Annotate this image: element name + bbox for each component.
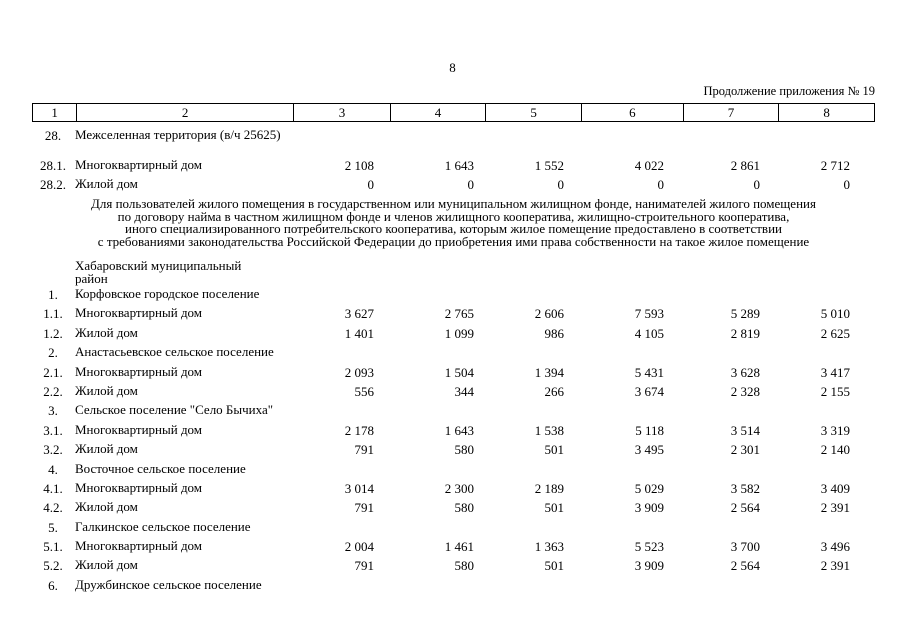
row-name: Многоквартирный дом xyxy=(75,479,203,495)
row-number: 4. xyxy=(48,461,58,477)
value-cell: 2 140 xyxy=(820,442,850,458)
note-line: с требованиями законодательства Российской Федерации до приобретения ими права собственности на такое жилое помещение xyxy=(97,233,810,249)
row-name: Многоквартирный дом xyxy=(75,538,203,554)
value-cell: 1 461 xyxy=(444,539,474,555)
row-number: 3.2. xyxy=(43,442,63,458)
continuation-label: Продолжение приложения № 19 xyxy=(703,84,875,98)
table-row xyxy=(32,177,875,196)
value-cell: 0 xyxy=(367,177,374,192)
table-row xyxy=(32,558,875,577)
row-name: Многоквартирный дом xyxy=(75,305,203,321)
row-name: Жилой дом xyxy=(75,324,138,340)
row-number: 3.1. xyxy=(43,422,63,438)
value-cell: 0 xyxy=(467,177,474,192)
value-cell: 3 909 xyxy=(634,558,664,574)
row-name: Корфовское городское поселение xyxy=(75,286,260,301)
value-cell: 3 014 xyxy=(344,480,374,496)
value-cell: 4 105 xyxy=(634,325,664,341)
table-row xyxy=(32,306,875,325)
row-number: 5.2. xyxy=(43,558,63,574)
value-cell: 5 289 xyxy=(730,306,760,322)
value-cell: 2 093 xyxy=(344,364,374,380)
value-cell: 3 628 xyxy=(730,364,760,380)
table-row xyxy=(32,539,875,558)
row-name: Многоквартирный дом xyxy=(75,157,203,172)
row-name: Жилой дом xyxy=(75,176,138,191)
value-cell: 3 514 xyxy=(730,422,760,438)
row-number: 1. xyxy=(48,287,58,302)
value-cell: 2 004 xyxy=(344,539,374,555)
row-name: Межселенная территория (в/ч 25625) xyxy=(75,127,281,142)
value-cell: 2 861 xyxy=(730,158,760,173)
table-row xyxy=(32,365,875,384)
settlement-heading-row xyxy=(32,287,875,306)
value-cell: 0 xyxy=(657,177,664,192)
note-line: Для пользователей жилого помещения в государственном или муниципальном жилищном фонде, нанимателей жилого помещения xyxy=(91,196,816,211)
header-cell: 2 xyxy=(77,104,294,122)
row-number: 28. xyxy=(44,128,62,143)
value-cell: 2 606 xyxy=(534,306,564,322)
settlement-heading-row xyxy=(32,578,875,597)
column-header-row xyxy=(33,104,875,122)
header-cell: 3 xyxy=(294,104,391,122)
row-number: 6. xyxy=(48,577,58,593)
value-cell: 1 643 xyxy=(444,158,474,173)
header-cell: 7 xyxy=(683,104,779,122)
value-cell: 791 xyxy=(354,500,374,516)
value-cell: 791 xyxy=(354,442,374,458)
settlement-heading-row xyxy=(32,403,875,422)
table-row xyxy=(32,481,875,500)
value-cell: 3 700 xyxy=(730,539,760,555)
value-cell: 1 504 xyxy=(444,364,474,380)
value-cell: 2 712 xyxy=(820,158,850,173)
row-name: Жилой дом xyxy=(75,557,138,573)
row-name: Жилой дом xyxy=(75,499,138,515)
table-row xyxy=(32,442,875,461)
row-number: 5. xyxy=(48,519,58,535)
header-cell: 1 xyxy=(33,104,77,122)
table-row xyxy=(32,500,875,519)
value-cell: 791 xyxy=(354,558,374,574)
row-number: 4.1. xyxy=(43,480,63,496)
value-cell: 580 xyxy=(454,442,474,458)
row-name: Галкинское сельское поселение xyxy=(75,518,251,534)
row-name: Многоквартирный дом xyxy=(75,363,203,379)
value-cell: 556 xyxy=(354,383,374,399)
settlement-heading-row xyxy=(32,462,875,481)
value-cell: 580 xyxy=(454,558,474,574)
row-number: 5.1. xyxy=(43,539,63,555)
value-cell: 344 xyxy=(454,383,474,399)
row-number: 2.2. xyxy=(43,383,63,399)
settlement-heading-row xyxy=(32,345,875,364)
value-cell: 2 328 xyxy=(730,383,760,399)
table-row xyxy=(32,326,875,345)
value-cell: 7 593 xyxy=(634,306,664,322)
value-cell: 0 xyxy=(843,177,850,192)
row-number: 4.2. xyxy=(43,500,63,516)
table-row xyxy=(32,423,875,442)
table-body xyxy=(32,124,875,597)
value-cell: 5 029 xyxy=(634,480,664,496)
value-cell: 2 178 xyxy=(344,422,374,438)
settlement-heading-row xyxy=(32,520,875,539)
row-number: 28.2. xyxy=(40,177,66,192)
value-cell: 2 625 xyxy=(820,325,850,341)
value-cell: 1 552 xyxy=(534,158,564,173)
value-cell: 2 108 xyxy=(344,158,374,173)
note-line: по договору найма в частном жилищном фонде и членов жилищного кооператива, жилищно-строительного кооператива, xyxy=(117,208,790,224)
value-cell: 3 674 xyxy=(634,383,664,399)
value-cell: 501 xyxy=(544,558,564,574)
value-cell: 1 099 xyxy=(444,325,474,341)
value-cell: 2 564 xyxy=(730,500,760,516)
value-cell: 2 765 xyxy=(444,306,474,322)
value-cell: 2 391 xyxy=(820,558,850,574)
header-cell: 4 xyxy=(390,104,486,122)
value-cell: 3 417 xyxy=(820,364,850,380)
note-line: иного специализированного потребительского кооператива, которым жилое помещение предоставлено в соответствии xyxy=(124,221,782,237)
row-name: Сельское поселение "Село Бычиха" xyxy=(75,402,274,418)
table-row xyxy=(32,158,875,177)
value-cell: 2 300 xyxy=(444,480,474,496)
value-cell: 2 819 xyxy=(730,325,760,341)
district-row xyxy=(32,256,875,287)
value-cell: 3 582 xyxy=(730,480,760,496)
value-cell: 1 394 xyxy=(534,364,564,380)
value-cell: 5 431 xyxy=(634,364,664,380)
value-cell: 5 118 xyxy=(635,422,664,438)
value-cell: 3 319 xyxy=(820,422,850,438)
header-cell: 8 xyxy=(779,104,875,122)
column-header-table xyxy=(32,103,875,122)
value-cell: 0 xyxy=(557,177,564,192)
header-cell: 6 xyxy=(581,104,683,122)
value-cell: 2 155 xyxy=(820,383,850,399)
value-cell: 2 391 xyxy=(820,500,850,516)
value-cell: 580 xyxy=(454,500,474,516)
value-cell: 5 010 xyxy=(820,306,850,322)
category-note xyxy=(32,196,875,256)
row-number: 1.2. xyxy=(43,325,63,341)
page-number: 8 xyxy=(449,60,456,75)
settlements-block xyxy=(32,287,875,597)
district-name: Хабаровский муниципальный район xyxy=(75,258,242,286)
value-cell: 3 495 xyxy=(634,442,664,458)
row-number: 28.1. xyxy=(40,158,66,173)
value-cell: 1 363 xyxy=(534,539,564,555)
row-name: Анастасьевское сельское поселение xyxy=(75,344,274,360)
value-cell: 986 xyxy=(544,325,564,341)
value-cell: 5 523 xyxy=(634,539,664,555)
value-cell: 3 496 xyxy=(820,539,850,555)
value-cell: 3 627 xyxy=(344,306,374,322)
row-name: Дружбинское сельское поселение xyxy=(75,576,262,592)
value-cell: 4 022 xyxy=(634,158,664,173)
value-cell: 1 538 xyxy=(534,422,564,438)
value-cell: 3 409 xyxy=(820,480,850,496)
row-name: Жилой дом xyxy=(75,382,138,398)
row-number: 1.1. xyxy=(43,306,63,322)
row-name: Восточное сельское поселение xyxy=(75,460,246,476)
value-cell: 1 643 xyxy=(444,422,474,438)
value-cell: 2 564 xyxy=(730,558,760,574)
row-number: 2. xyxy=(48,345,58,361)
value-cell: 2 189 xyxy=(534,480,564,496)
value-cell: 266 xyxy=(544,383,564,399)
row-name: Многоквартирный дом xyxy=(75,421,203,437)
header-cell: 5 xyxy=(486,104,582,122)
value-cell: 501 xyxy=(544,500,564,516)
row-number: 2.1. xyxy=(43,364,63,380)
value-cell: 3 909 xyxy=(634,500,664,516)
row-name: Жилой дом xyxy=(75,441,138,457)
table-row xyxy=(32,384,875,403)
value-cell: 501 xyxy=(544,442,564,458)
table-row xyxy=(32,124,875,158)
value-cell: 2 301 xyxy=(730,442,760,458)
value-cell: 0 xyxy=(753,177,760,192)
value-cell: 1 401 xyxy=(344,325,374,341)
row-number: 3. xyxy=(48,403,58,419)
